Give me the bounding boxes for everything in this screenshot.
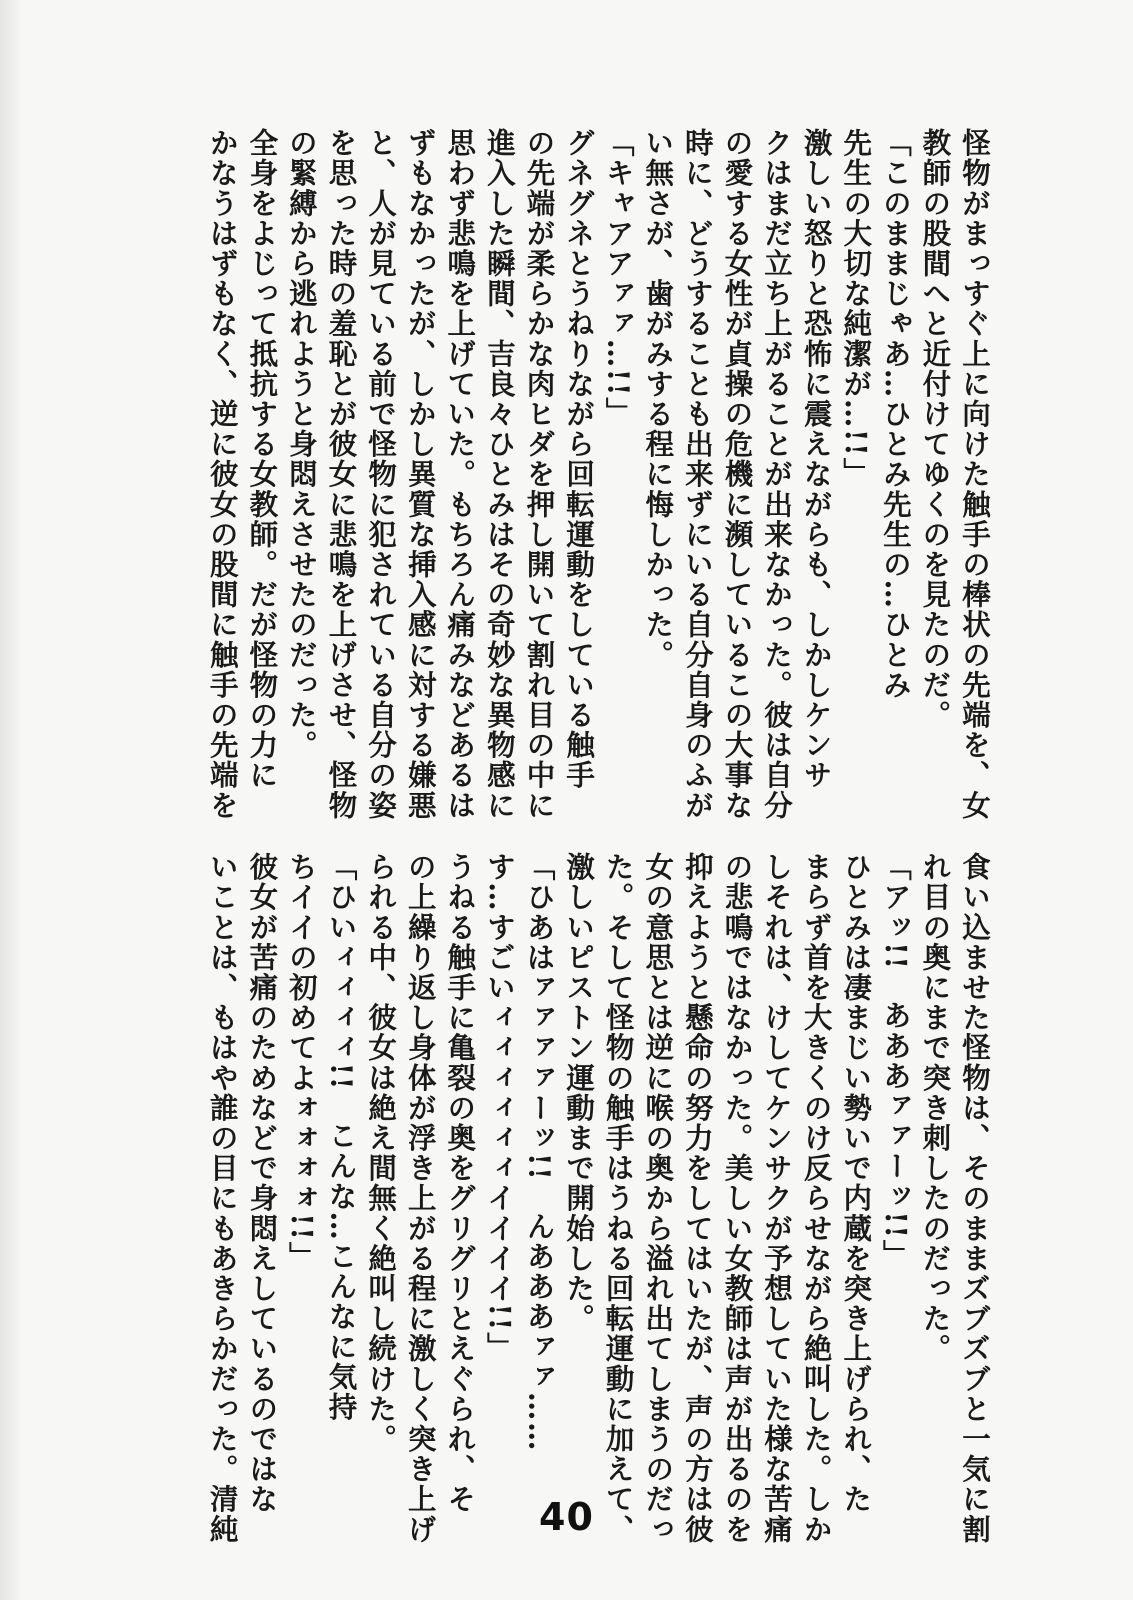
text-line: られる中、彼女は絶え間無く絶叫し続けた。: [364, 852, 399, 1454]
page-number: 40: [539, 1495, 594, 1539]
text-line: 怪物がまっすぐ上に向けた触手の棒状の先端を、女: [958, 128, 992, 821]
page-gutter-shadow: [0, 0, 22, 1600]
text-line: た。そして怪物の触手はうねる回転運動に加えて、: [601, 852, 636, 1545]
text-line: 全身をよじって抵抗する女教師。だが怪物の力に: [245, 128, 280, 791]
text-line: 「このままじゃあ…ひとみ先生の…ひとみ: [878, 128, 913, 700]
text-line: 教師の股間へと近付けてゆくのを見たのだ。: [918, 128, 953, 730]
text-line: の悲鳴ではなかった。美しい女教師は声が出るのを: [720, 852, 755, 1545]
text-line: 先生の大切な純潔が…!!」: [839, 128, 874, 488]
text-line: 食い込ませた怪物は、そのままズブズブと一気に割: [958, 852, 992, 1545]
text-line: 進入した瞬間、吉良々ひとみはその奇妙な異物感に: [482, 128, 517, 821]
text-block-top: [134, 128, 994, 828]
text-line: 「アッ!! あああァァーッ!!」: [878, 852, 913, 1270]
text-line: 抑えようと懸命の努力をしてはいたが、声の方は彼: [680, 852, 715, 1545]
text-line: クはまだ立ち上がることが出来なかった。彼は自分: [760, 128, 795, 821]
text-line: の緊縛から逃れようと身悶えさせたのだった。: [284, 128, 319, 761]
text-line: い無さが、歯がみする程に悔しかった。: [641, 128, 676, 670]
text-line: ちイイの初めてよォォォォ!!」: [284, 852, 319, 1272]
text-line: 思わず悲鳴を上げていた。もちろん痛みなどあるは: [443, 128, 478, 821]
text-line: れ目の奥にまで突き刺したのだった。: [918, 852, 953, 1364]
text-line: ずもなかったが、しかし異質な挿入感に対する嫌悪: [403, 128, 438, 821]
text-line: しそれは、けしてケンサクが予想していた様な苦痛: [760, 852, 795, 1545]
text-line: 「ひいィィィィ!! こんな…こんなに気持: [324, 852, 359, 1423]
text-line: いことは、もはや誰の目にもあきらかだった。清純: [205, 852, 240, 1545]
text-line: 時に、どうすることも出来ずにいる自分自身のふが: [680, 128, 715, 821]
text-line: グネグネとうねりながら回転運動をしている触手: [562, 128, 597, 791]
text-line: と、人が見ている前で怪物に犯されている自分の姿: [364, 128, 399, 821]
text-line: 女の意思とは逆に喉の奥から溢れ出てしまうのだっ: [641, 852, 676, 1545]
text-line: 「キャアアァァ…!!」: [601, 128, 636, 428]
text-line: を思った時の羞恥とが彼女に悲鳴を上げさせ、怪物: [324, 128, 359, 821]
text-line: の先端が柔らかな肉ヒダを押し開いて割れ目の中に: [522, 128, 557, 821]
text-line: の上繰り返し身体が浮き上がる程に激しく突き上げ: [403, 852, 438, 1545]
text-line: 彼女が苦痛のためなどで身悶えしているのではな: [245, 852, 280, 1515]
text-line: の愛する女性が貞操の危機に瀕しているこの大事な: [720, 128, 755, 821]
text-line: まらず首を大きくのけ反らせながら絶叫した。しか: [799, 852, 834, 1545]
text-line: 「ひあはァァァァーッ!! んあああァァ……: [522, 852, 557, 1453]
text-line: うねる触手に亀裂の奥をグリグリとえぐられ、そ: [443, 852, 478, 1515]
text-line: かなうはずもなく、逆に彼女の股間に触手の先端を: [205, 128, 240, 821]
text-line: ひとみは凄まじい勢いで内蔵を突き上げられ、た: [839, 852, 874, 1515]
text-line: す…すごいィィィィィィイイイイ!!」: [482, 852, 517, 1362]
text-line: 激しい怒りと恐怖に震えながらも、しかしケンサ: [799, 128, 834, 791]
text-line: 激しいピストン運動まで開始した。: [562, 852, 597, 1334]
